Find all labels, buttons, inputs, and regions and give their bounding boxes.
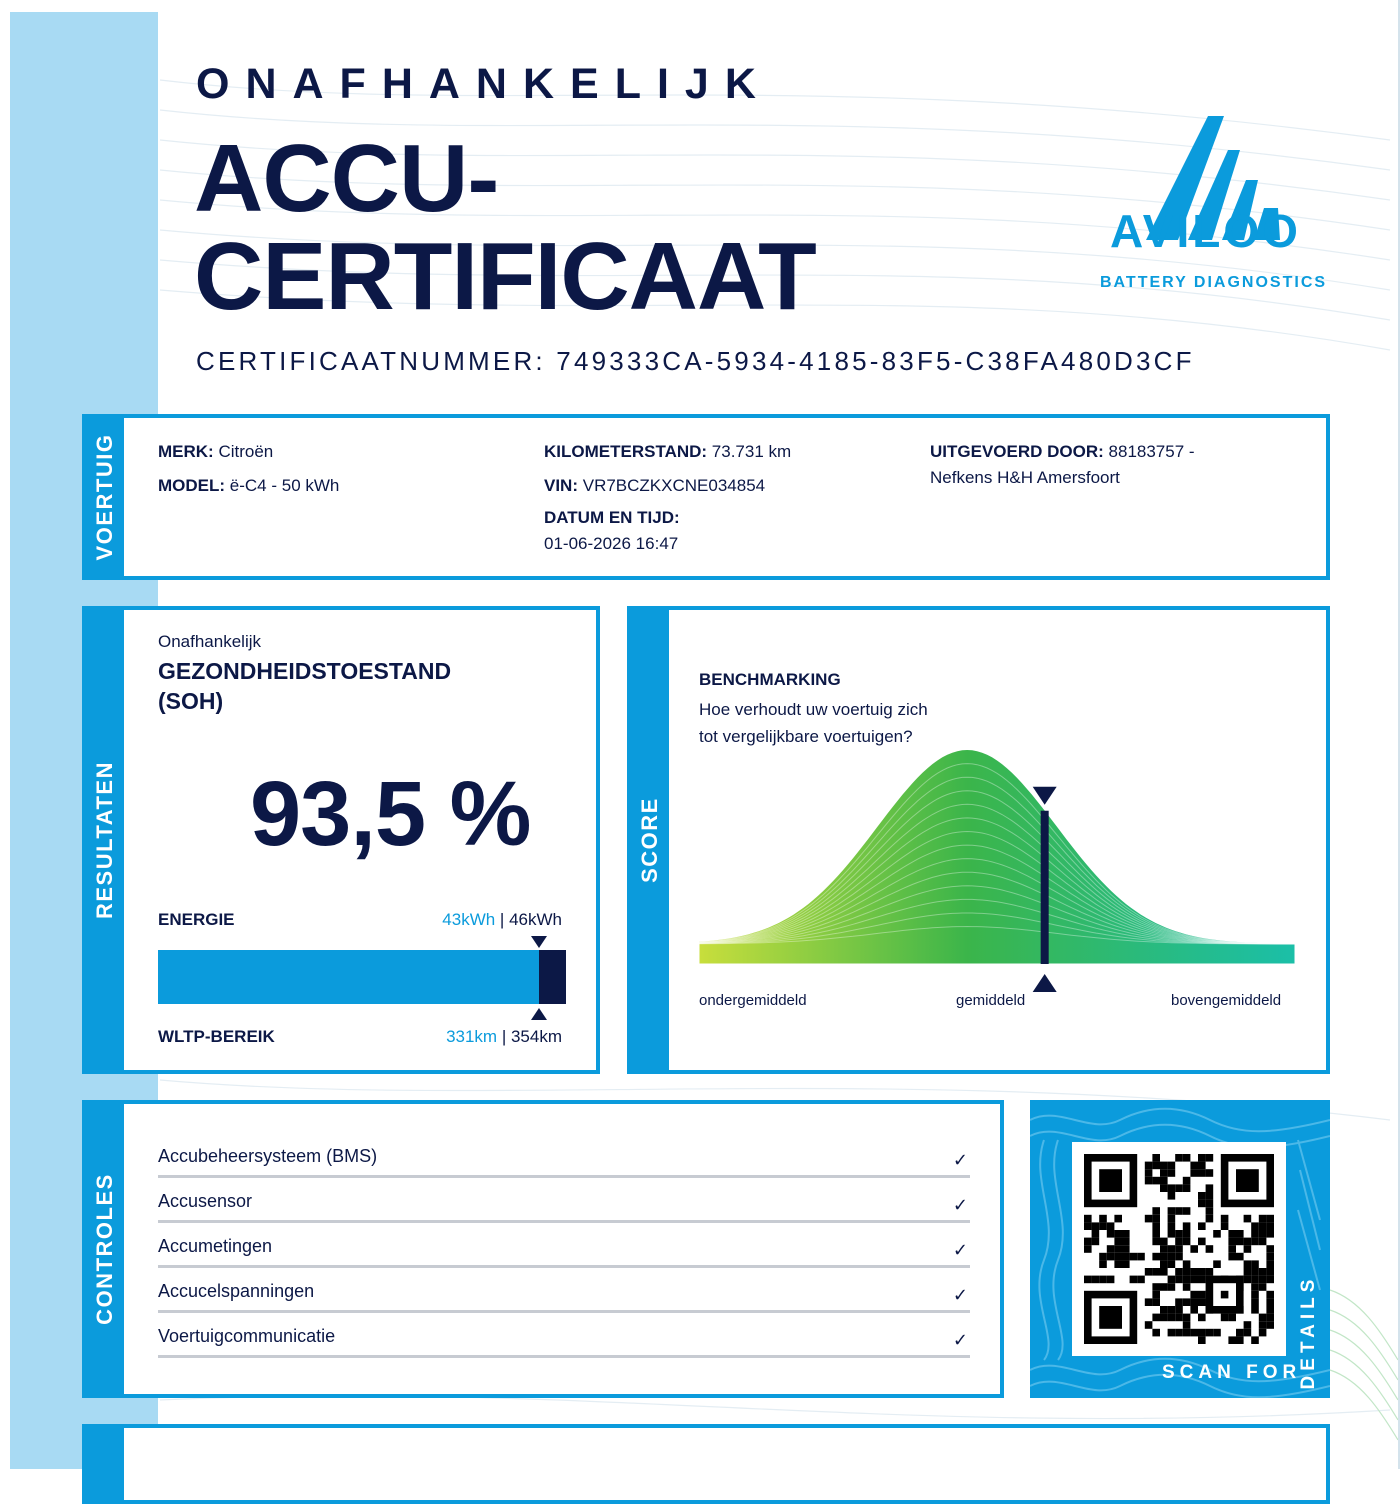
results-tab-label: RESULTATEN xyxy=(92,761,117,919)
check-label: Voertuigcommunicatie xyxy=(158,1326,336,1346)
check-label: Accucelspanningen xyxy=(158,1281,315,1301)
certificate-title-line2: CERTIFICAAT xyxy=(194,223,816,330)
check-label: Accubeheersysteem (BMS) xyxy=(158,1146,378,1166)
performed-by-label: UITGEVOERD DOOR: xyxy=(930,442,1104,461)
certificate-title xyxy=(194,125,816,330)
certificate-title-line1: ACCU- xyxy=(194,125,499,232)
check-label: Accumetingen xyxy=(158,1236,273,1256)
energy-total: 46kWh xyxy=(509,910,562,929)
energy-current: 43kWh xyxy=(442,910,496,929)
soh-marker-bottom xyxy=(531,1008,547,1020)
performed-by-value: 88183757 - xyxy=(1108,442,1195,461)
vin-field xyxy=(544,476,765,496)
check-icon: ✓ xyxy=(952,1330,968,1350)
soh-marker-top xyxy=(531,936,547,948)
check-row xyxy=(158,1134,970,1178)
range-total: 354km xyxy=(510,1027,562,1046)
model-value: ë-C4 - 50 kWh xyxy=(229,476,340,495)
energy-values xyxy=(442,910,562,930)
results-panel xyxy=(82,606,600,1074)
energy-label: ENERGIE xyxy=(158,910,235,929)
soh-title-line1: GEZONDHEIDSTOESTAND xyxy=(158,658,452,684)
soh-bar-remaining xyxy=(539,950,566,1004)
benchmark-question: Hoe verhoudt uw voertuig zich tot vergelijkbare voertuigen? xyxy=(699,700,928,746)
checks-tab xyxy=(86,1104,124,1394)
certificate-number-value: 749333CA-5934-4185-83F5-C38FA480D3CF xyxy=(556,346,1195,376)
score-tab-label: SCORE xyxy=(637,797,662,883)
model-label: MODEL: xyxy=(158,476,226,495)
certificate-subtitle: ONAFHANKELIJK xyxy=(196,60,772,108)
certificate-number-label: CERTIFICAATNUMMER: xyxy=(196,346,546,376)
soh-prefix: Onafhankelijk xyxy=(158,632,262,651)
check-row xyxy=(158,1314,970,1358)
bottom-panel-tab xyxy=(86,1428,124,1500)
benchmark-marker-bottom xyxy=(1033,974,1057,992)
check-icon: ✓ xyxy=(952,1195,968,1215)
aviloo-triangle-icon xyxy=(1100,60,1332,300)
checks-tab-label: CONTROLES xyxy=(92,1173,117,1325)
qr-details-text: DETAILS xyxy=(1298,1274,1319,1390)
qr-code[interactable] xyxy=(1072,1142,1286,1356)
vin-label: VIN: xyxy=(544,476,578,495)
bottom-panel xyxy=(82,1424,1330,1504)
qr-code-graphic xyxy=(1084,1154,1274,1344)
range-label: WLTP-BEREIK xyxy=(158,1027,275,1046)
range-current: 331km xyxy=(446,1027,498,1046)
mileage-value: 73.731 km xyxy=(711,442,792,461)
certificate-number-line xyxy=(196,346,1195,377)
check-row xyxy=(158,1269,970,1313)
energy-separator: | xyxy=(495,910,510,929)
benchmark-title: BENCHMARKING xyxy=(699,670,841,689)
aviloo-wordmark: AVILOO xyxy=(1110,205,1301,257)
check-row xyxy=(158,1179,970,1223)
benchmark-label-below: ondergemiddeld xyxy=(699,992,807,1009)
results-tab xyxy=(86,610,124,1070)
performed-by-field xyxy=(930,442,1195,462)
soh-title-line2: (SOH) xyxy=(158,688,224,714)
qr-scan-text: SCAN FOR xyxy=(1162,1362,1302,1383)
soh-value: 93,5 % xyxy=(250,763,531,865)
score-tab xyxy=(631,610,669,1070)
mileage-field xyxy=(544,442,791,462)
vehicle-tab-label: VOERTUIG xyxy=(92,433,117,561)
range-separator: | xyxy=(497,1027,511,1046)
vehicle-panel xyxy=(82,414,1330,580)
brand-field xyxy=(158,442,273,462)
check-label: Accusensor xyxy=(158,1191,253,1211)
check-row xyxy=(158,1224,970,1268)
soh-bar-fill xyxy=(158,950,539,1004)
score-panel xyxy=(627,606,1330,1074)
checks-panel xyxy=(82,1100,1004,1398)
soh-title xyxy=(158,656,451,716)
check-icon: ✓ xyxy=(952,1240,968,1260)
check-icon: ✓ xyxy=(952,1285,968,1305)
datetime-value: 01-06-2026 16:47 xyxy=(544,534,679,553)
vin-value: VR7BCZKXCNE034854 xyxy=(582,476,766,495)
datetime-label: DATUM EN TIJD: xyxy=(544,508,680,527)
logo-tagline: BATTERY DIAGNOSTICS xyxy=(1100,274,1328,291)
benchmark-vehicle-marker xyxy=(1041,811,1049,964)
brand-label: MERK: xyxy=(158,442,214,461)
benchmark-label-above: bovengemiddeld xyxy=(1171,992,1282,1009)
benchmark-curve-chart xyxy=(699,708,1295,1008)
check-icon: ✓ xyxy=(952,1150,968,1170)
mileage-label: KILOMETERSTAND: xyxy=(544,442,708,461)
brand-value: Citroën xyxy=(218,442,274,461)
model-field xyxy=(158,476,339,496)
range-values xyxy=(446,1027,562,1047)
benchmark-label-average: gemiddeld xyxy=(956,992,1026,1009)
performed-by-value-line2: Nefkens H&H Amersfoort xyxy=(930,468,1120,487)
qr-panel[interactable] xyxy=(1030,1100,1330,1398)
vehicle-tab xyxy=(86,418,124,576)
